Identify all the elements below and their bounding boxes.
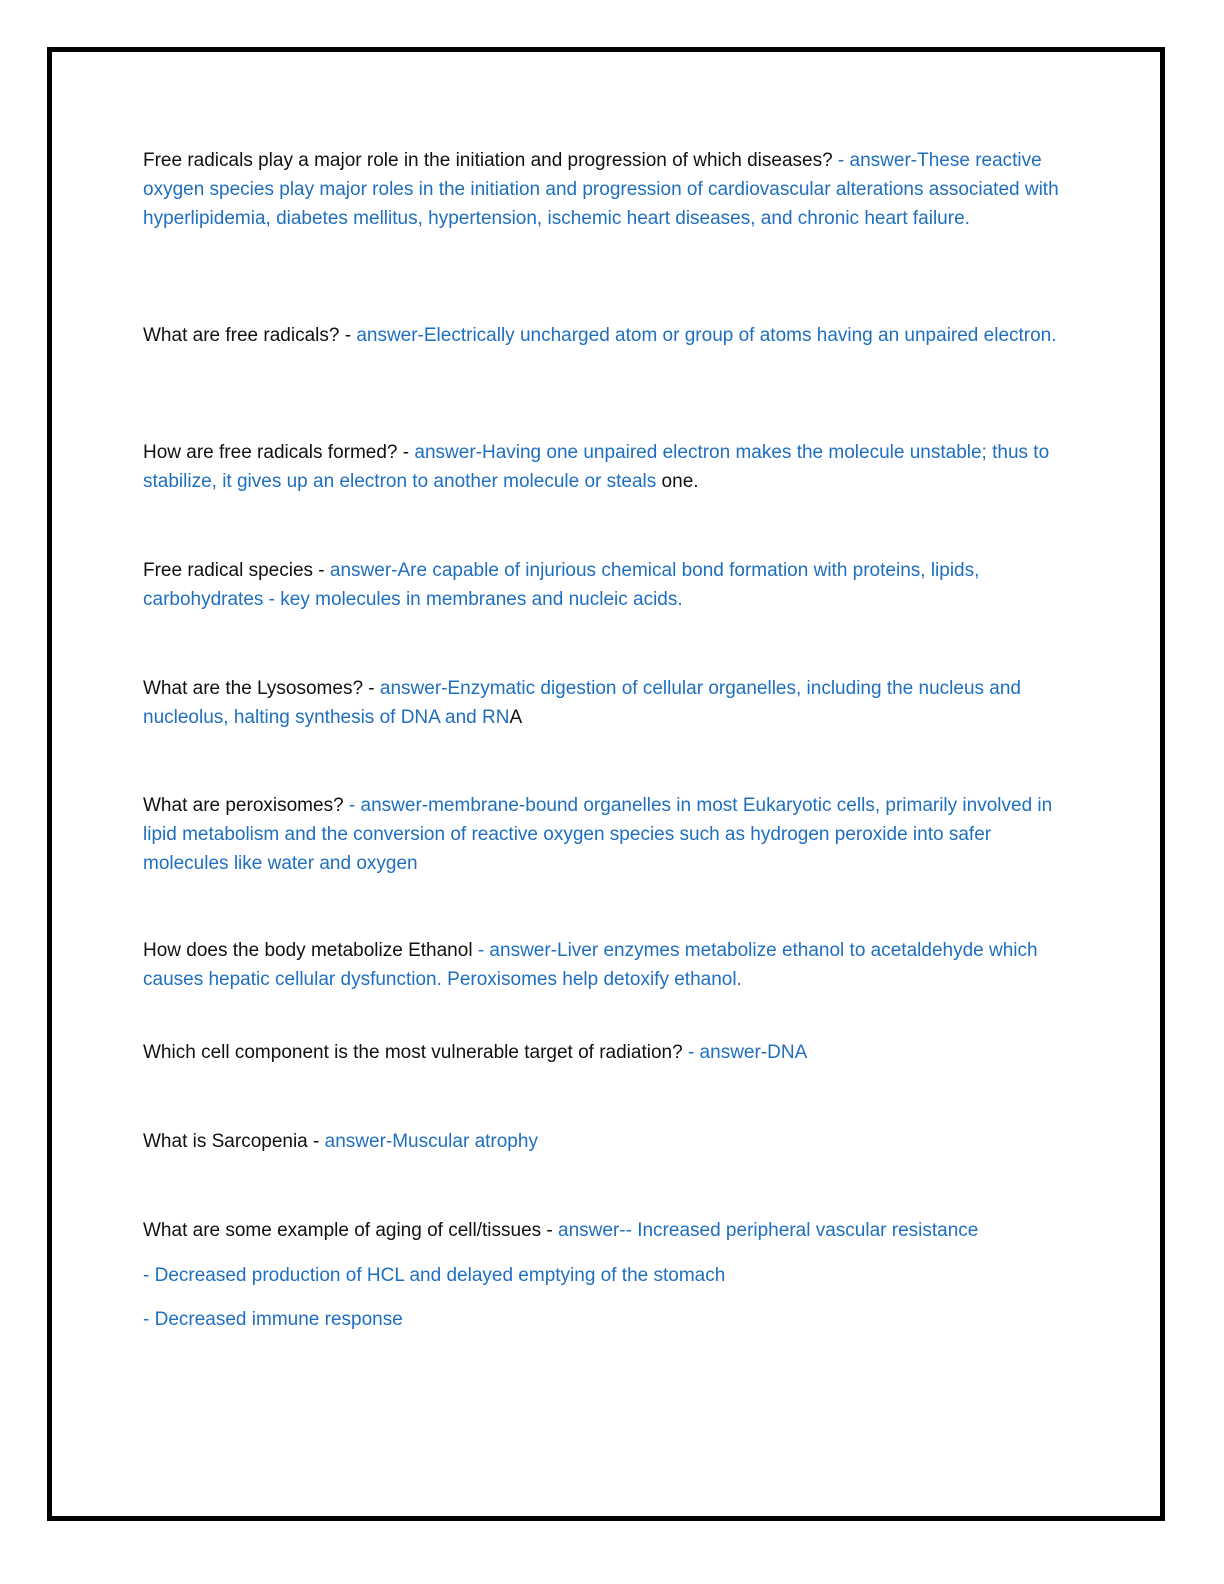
answer-tail: A [509, 707, 523, 728]
answer: answer-Are capable of injurious chemical bond formation with proteins, lipids, carbohydrates - key molecules in membranes and nucleic acids. [143, 560, 980, 610]
answer: - answer-DNA [687, 1042, 808, 1063]
answer: answer-Enzymatic digestion of cellular organelles, including the nucleus and nucleolus, halting synthesis of DNA and RN [143, 678, 1021, 728]
question: What are some example of aging of cell/tissues - [143, 1220, 559, 1241]
list-item: - Decreased immune response [143, 1309, 403, 1330]
page-border [47, 47, 1165, 1521]
question: Free radicals play a major role in the initiation and progression of which diseases? [143, 150, 838, 171]
question: What are free radicals? - [143, 325, 357, 346]
question: What are peroxisomes? [143, 795, 349, 816]
answer: answer-Electrically uncharged atom or group of atoms having an unpaired electron. [356, 325, 1057, 346]
answer: - answer-Liver enzymes metabolize ethanol to acetaldehyde which causes hepatic cellular dysfunction. Peroxisomes help detoxify ethanol. [143, 940, 1038, 990]
qa-item-ethanol [143, 936, 1073, 994]
question: Which cell component is the most vulnerable target of radiation? [143, 1042, 688, 1063]
qa-item-free-radicals-diseases [143, 146, 1073, 233]
answer: - answer-membrane-bound organelles in most Eukaryotic cells, primarily involved in lipid metabolism and the conversion of reactive oxygen species such as hydrogen peroxide into safer molecules like water and oxygen [143, 795, 1053, 874]
answer-tail: one. [656, 471, 699, 492]
question: What are the Lysosomes? - [143, 678, 380, 699]
question: How are free radicals formed? - [143, 442, 415, 463]
qa-item-what-are-free-radicals [143, 321, 1073, 350]
qa-item-aging-examples [143, 1216, 1073, 1245]
list-item: - Decreased production of HCL and delayed emptying of the stomach [143, 1265, 726, 1286]
answer: - answer-These reactive oxygen species play major roles in the initiation and progression of cardiovascular alterations associated with hyperlipidemia, diabetes mellitus, hypertension, ischemic heart diseases, and chronic heart failure. [143, 150, 1059, 229]
question: How does the body metabolize Ethanol [143, 940, 478, 961]
qa-item-radiation-target [143, 1038, 1073, 1067]
question: Free radical species - [143, 560, 330, 581]
qa-item-peroxisomes [143, 791, 1073, 878]
answer: answer-- Increased peripheral vascular resistance [558, 1220, 979, 1241]
question: What is Sarcopenia - [143, 1131, 325, 1152]
qa-item-lysosomes [143, 674, 1073, 732]
qa-item-free-radical-species [143, 556, 1073, 614]
qa-item-sarcopenia [143, 1127, 1073, 1156]
answer: answer-Muscular atrophy [324, 1131, 538, 1152]
answer: answer-Having one unpaired electron makes the molecule unstable; thus to stabilize, it gives up an electron to another molecule or steals [143, 442, 1050, 492]
qa-item-how-formed [143, 438, 1073, 496]
